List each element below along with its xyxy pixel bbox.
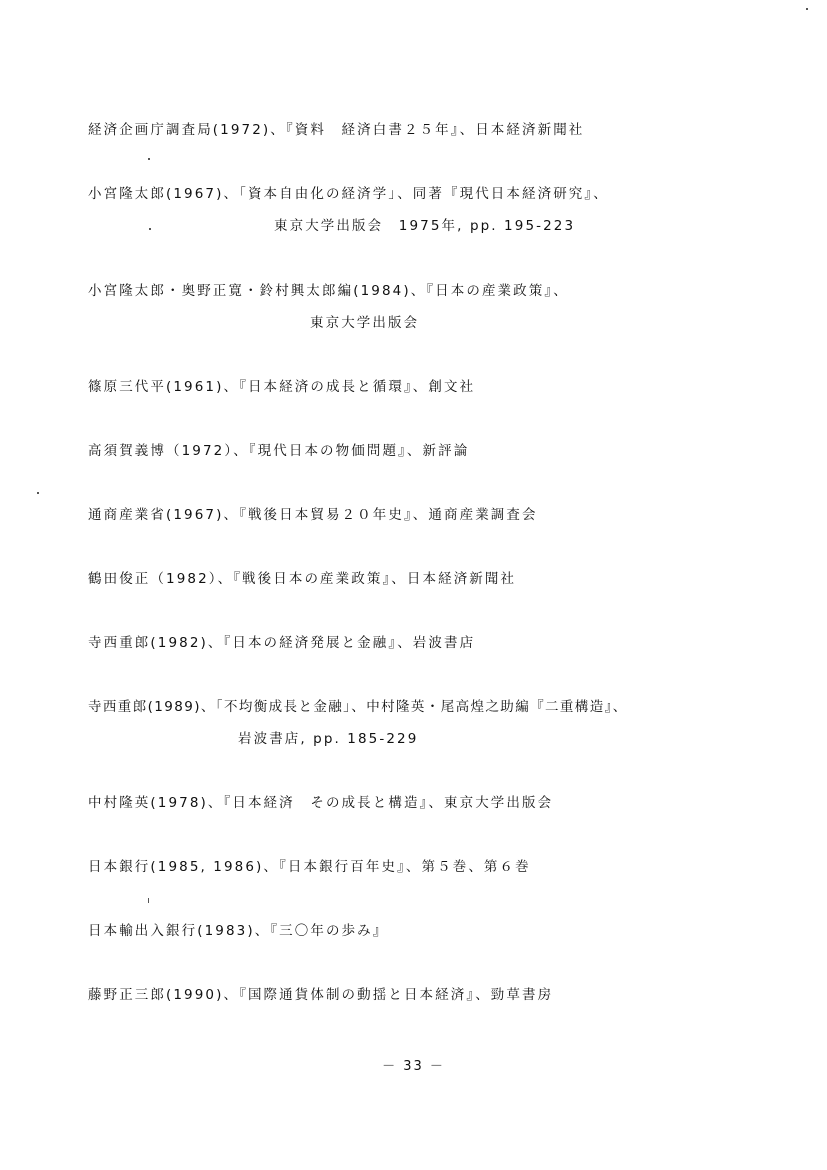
scan-speck	[806, 8, 808, 10]
reference-entry-9-continuation: 岩波書店, pp. 185-229	[238, 731, 419, 747]
reference-entry-5: 高須賀義博（1972）、『現代日本の物価問題』、新評論	[88, 443, 470, 459]
reference-entry-2: 小宮隆太郎(1967)、「資本自由化の経済学」、同著『現代日本経済研究』、	[88, 186, 609, 202]
reference-entry-13: 藤野正三郎(1990)、『国際通貨体制の動揺と日本経済』、勁草書房	[88, 987, 554, 1003]
reference-entry-8: 寺西重郎(1982)、『日本の経済発展と金融』、岩波書店	[88, 635, 476, 651]
reference-entry-6: 通商産業省(1967)、『戦後日本貿易２０年史』、通商産業調査会	[88, 507, 538, 523]
page-number: － 33 －	[382, 1059, 445, 1074]
reference-entry-10: 中村隆英(1978)、『日本経済 その成長と構造』、東京大学出版会	[88, 795, 554, 811]
reference-entry-3-continuation: 東京大学出版会	[310, 315, 420, 331]
reference-entry-11: 日本銀行(1985, 1986)、『日本銀行百年史』、第５巻、第６巻	[88, 859, 531, 875]
scan-speck	[149, 228, 151, 230]
reference-entry-3: 小宮隆太郎・奥野正寛・鈴村興太郎編(1984)、『日本の産業政策』、	[88, 283, 569, 299]
scan-speck	[37, 492, 39, 494]
reference-entry-12: 日本輸出入銀行(1983)、『三〇年の歩み』	[88, 923, 389, 939]
scan-speck	[148, 898, 149, 903]
reference-entry-2-continuation: 東京大学出版会 1975年, pp. 195-223	[274, 218, 576, 234]
reference-entry-9: 寺西重郎(1989)、「不均衡成長と金融」、中村隆英・尾高煌之助編『二重構造』、	[88, 699, 628, 715]
reference-entry-4: 篠原三代平(1961)、『日本経済の成長と循環』、創文社	[88, 379, 476, 395]
reference-entry-7: 鶴田俊正（1982）、『戦後日本の産業政策』、日本経済新聞社	[88, 571, 517, 587]
reference-entry-1: 経済企画庁調査局(1972)、『資料 経済白書２５年』、日本経済新聞社	[88, 122, 585, 138]
scan-speck	[148, 158, 150, 160]
